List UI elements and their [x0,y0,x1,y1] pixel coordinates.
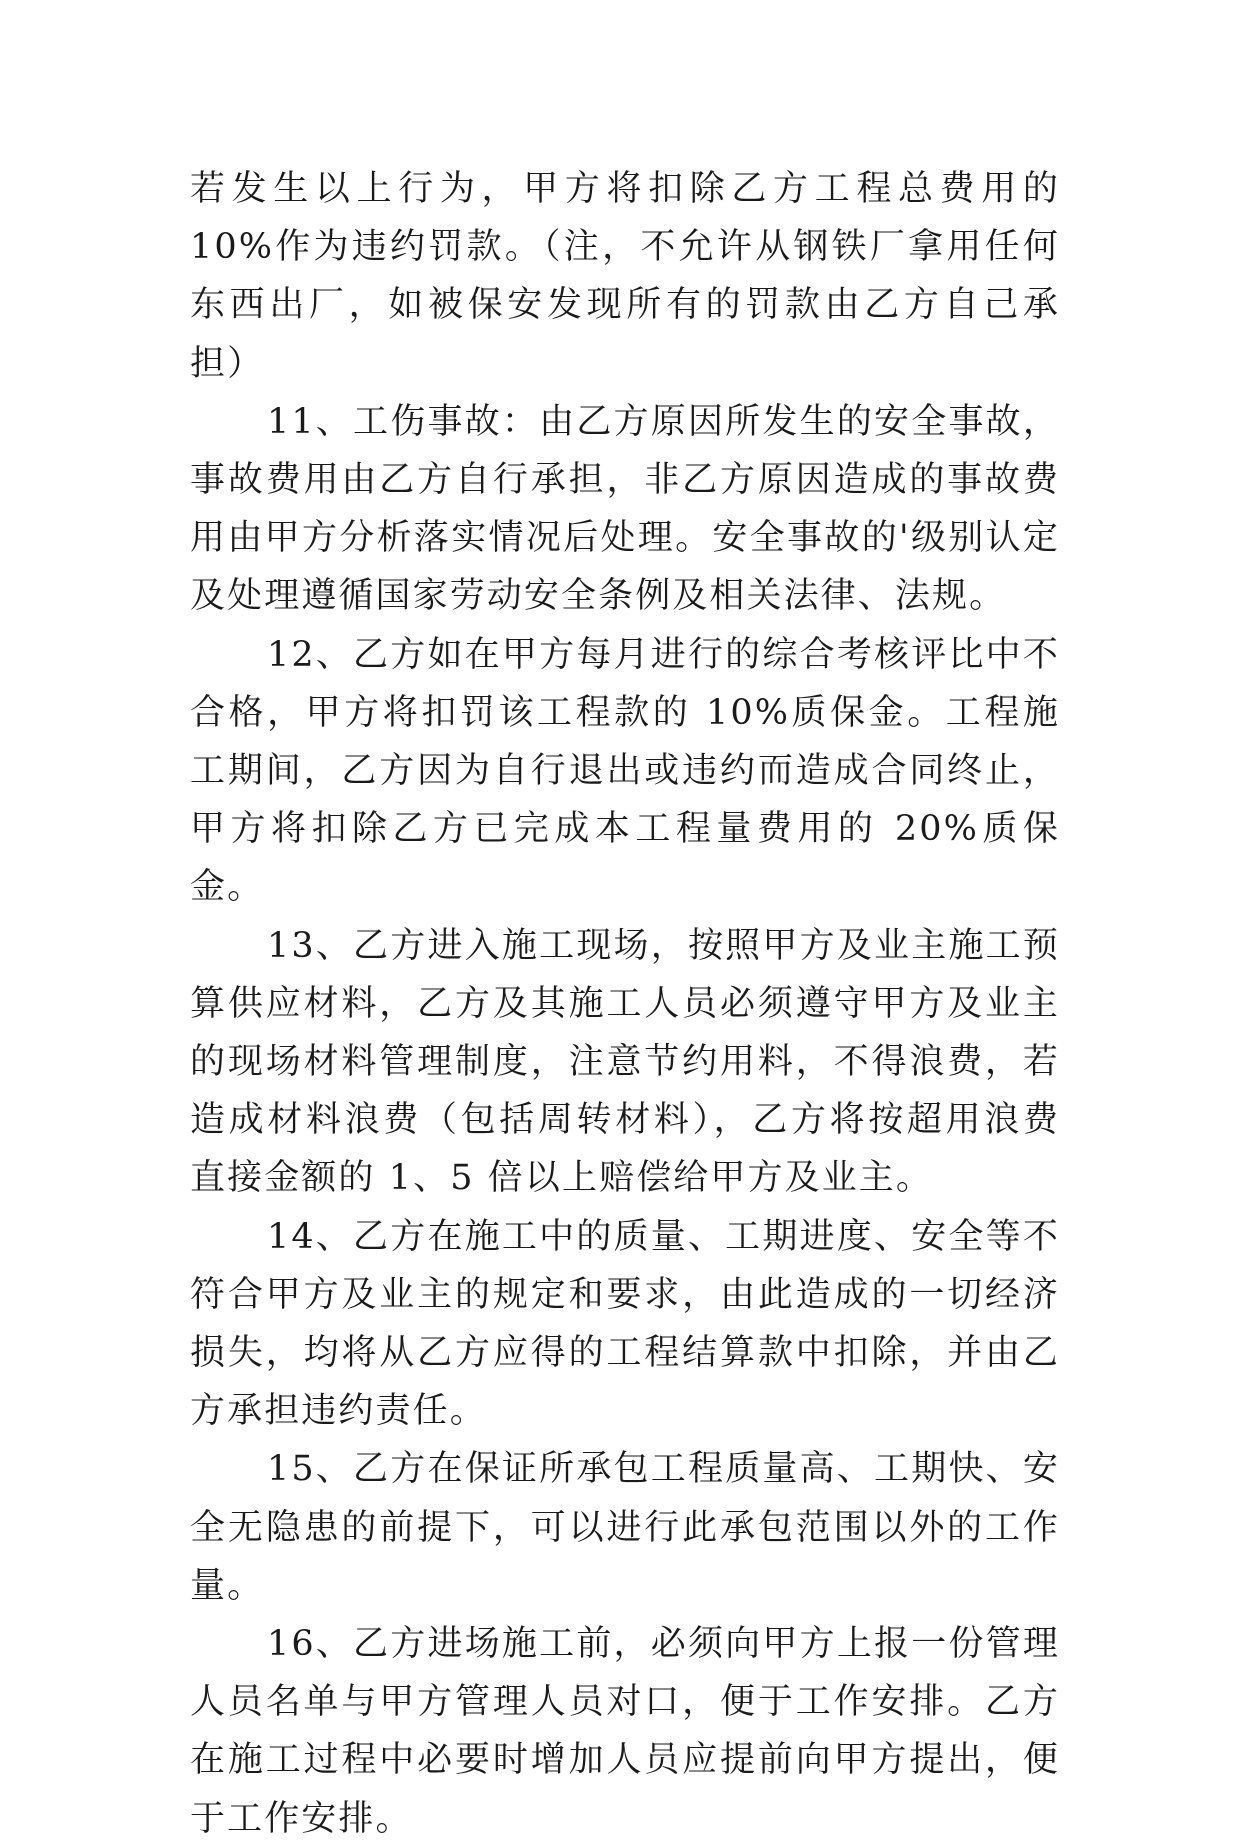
paragraph-clause-14: 14、乙方在施工中的质量、工期进度、安全等不符合甲方及业主的规定和要求，由此造成的一切经济损失，均将从乙方应得的工程结算款中扣除，并由乙方承担违约责任。 [190,1216,1060,1432]
paragraph-clause-12: 12、乙方如在甲方每月进行的综合考核评比中不合格，甲方将扣罚该工程款的 10%质保金。工程施工期间，乙方因为自行退出或违约而造成合同终止，甲方将扣除乙方已完成本工程量费用的 20%质保金。 [190,634,1060,908]
paragraph-clause-13: 13、乙方进入施工现场，按照甲方及业主施工预算供应材料，乙方及其施工人员必须遵守甲方及业主的现场材料管理制度，注意节约用料，不得浪费，若造成材料浪费（包括周转材料），乙方将按超用浪费直接金额的 1、5 倍以上赔偿给甲方及业主。 [190,925,1060,1199]
paragraph-clause-16: 16、乙方进场施工前，必须向甲方上报一份管理人员名单与甲方管理人员对口，便于工作安排。乙方在施工过程中必要时增加人员应提前向甲方提出，便于工作安排。 [190,1624,1060,1839]
paragraph-continuation: 若发生以上行为，甲方将扣除乙方工程总费用的 10%作为违约罚款。（注，不允许从钢铁厂拿用任何东西出厂，如被保安发现所有的罚款由乙方自己承担） [190,169,1060,384]
document-body [190,160,1060,1848]
paragraph-clause-11: 11、工伤事故：由乙方原因所发生的安全事故，事故费用由乙方自行承担，非乙方原因造成的事故费用由甲方分析落实情况后处理。安全事故的'级别认定及处理遵循国家劳动安全条例及相关法律、法规。 [190,401,1060,617]
paragraph-clause-15: 15、乙方在保证所承包工程质量高、工期快、安全无隐患的前提下，可以进行此承包范围以外的工作量。 [190,1449,1060,1606]
